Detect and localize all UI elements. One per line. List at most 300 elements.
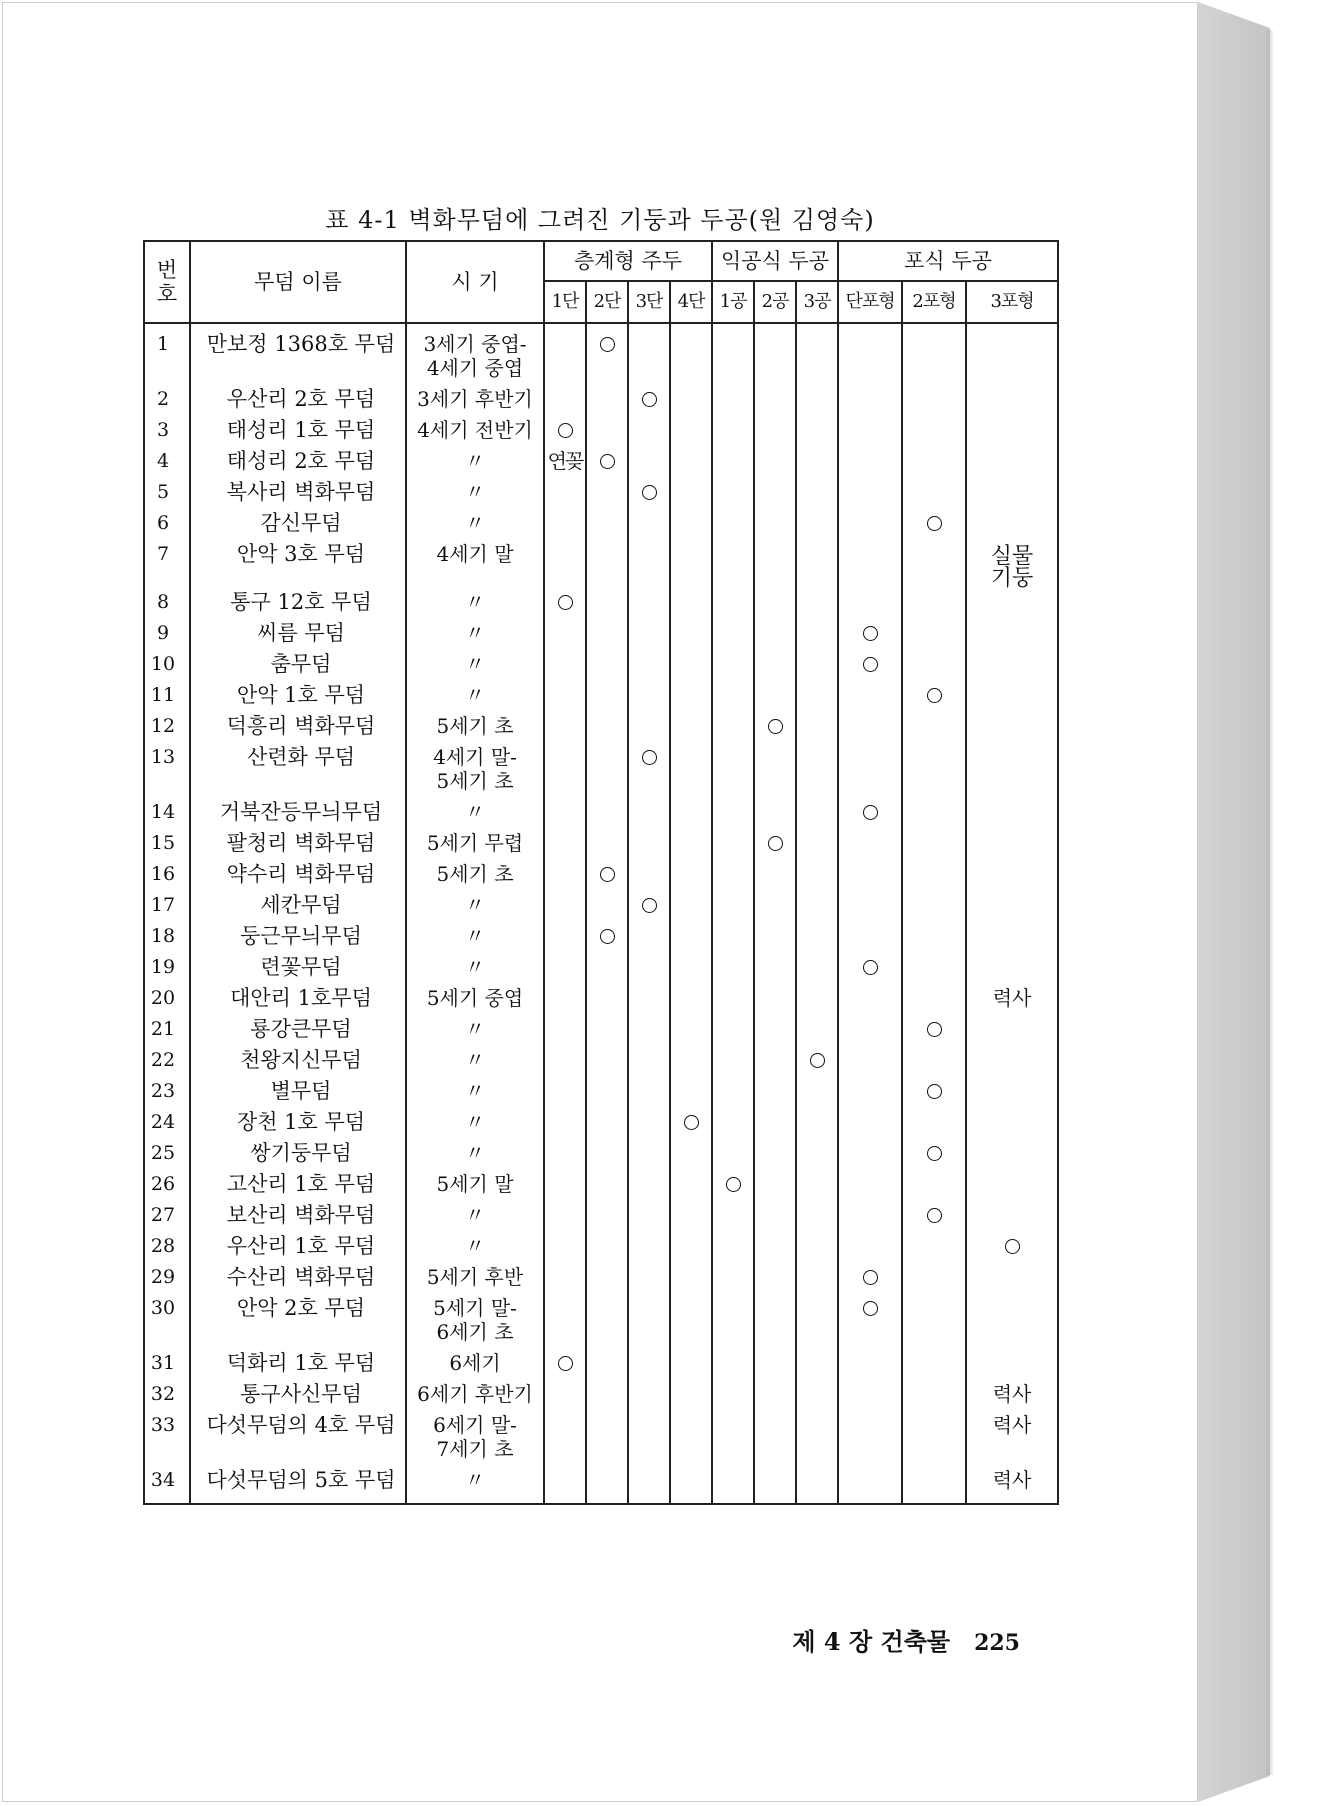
mark-cell bbox=[796, 1017, 838, 1048]
mark-cell bbox=[670, 621, 712, 652]
mark-cell bbox=[712, 893, 754, 924]
table-row bbox=[144, 652, 1058, 683]
mark-cell bbox=[754, 1234, 796, 1265]
table-row bbox=[144, 1017, 1058, 1048]
row-number: 25 bbox=[144, 1141, 190, 1172]
mark-cell bbox=[628, 924, 670, 955]
mark-cell bbox=[544, 893, 586, 924]
mark-cell bbox=[754, 1351, 796, 1382]
mark-cell bbox=[796, 418, 838, 449]
table-row bbox=[144, 745, 1058, 800]
tomb-name: 다섯무덤의 5호 무덤 bbox=[190, 1468, 406, 1504]
row-number: 14 bbox=[144, 800, 190, 831]
mark-cell bbox=[670, 323, 712, 387]
mark-cell bbox=[628, 800, 670, 831]
mark-cell bbox=[712, 1351, 754, 1382]
tomb-name: 덕화리 1호 무덤 bbox=[190, 1351, 406, 1382]
tomb-name: 련꽃무덤 bbox=[190, 955, 406, 986]
mark-cell bbox=[902, 831, 966, 862]
mark-cell bbox=[796, 1468, 838, 1504]
mark-cell bbox=[838, 986, 902, 1017]
mark-cell bbox=[670, 1296, 712, 1351]
mark-cell bbox=[966, 1017, 1058, 1048]
circle-mark-icon bbox=[927, 516, 942, 531]
table-row bbox=[144, 1110, 1058, 1141]
mark-cell bbox=[544, 1110, 586, 1141]
row-number: 26 bbox=[144, 1172, 190, 1203]
mark-cell bbox=[902, 480, 966, 511]
mark-cell bbox=[586, 745, 628, 800]
tomb-name: 태성리 2호 무덤 bbox=[190, 449, 406, 480]
mark-cell bbox=[902, 1265, 966, 1296]
row-number: 29 bbox=[144, 1265, 190, 1296]
mark-cell bbox=[838, 1079, 902, 1110]
mark-cell bbox=[796, 387, 838, 418]
mark-cell bbox=[544, 652, 586, 683]
tomb-name: 천왕지신무덤 bbox=[190, 1048, 406, 1079]
table-row bbox=[144, 418, 1058, 449]
row-number: 24 bbox=[144, 1110, 190, 1141]
header-group-poshik: 포식 두공 bbox=[838, 241, 1058, 281]
page-edge bbox=[1198, 2, 1270, 1802]
tomb-period: 3세기 후반기 bbox=[406, 387, 544, 418]
mark-cell bbox=[712, 323, 754, 387]
mark-cell bbox=[586, 955, 628, 986]
tomb-period: 5세기 말- 6세기 초 bbox=[406, 1296, 544, 1351]
mark-cell bbox=[628, 1017, 670, 1048]
subheader-cell: 1공 bbox=[712, 281, 754, 323]
mark-cell bbox=[796, 1413, 838, 1468]
mark-cell bbox=[754, 1265, 796, 1296]
header-name: 무덤 이름 bbox=[190, 241, 406, 323]
tomb-name: 거북잔등무늬무덤 bbox=[190, 800, 406, 831]
mark-cell bbox=[838, 323, 902, 387]
table-row bbox=[144, 323, 1058, 387]
mark-cell bbox=[754, 590, 796, 621]
tomb-period: 〃 bbox=[406, 1048, 544, 1079]
tomb-name: 우산리 2호 무덤 bbox=[190, 387, 406, 418]
mark-cell bbox=[902, 1079, 966, 1110]
header-group-capital: 층계형 주두 bbox=[544, 241, 712, 281]
mark-cell bbox=[628, 387, 670, 418]
mark-cell bbox=[838, 1048, 902, 1079]
mark-cell bbox=[902, 1110, 966, 1141]
mark-cell bbox=[670, 924, 712, 955]
cell-note: 력사 bbox=[992, 1413, 1032, 1437]
circle-mark-icon bbox=[600, 867, 615, 882]
mark-cell bbox=[754, 714, 796, 745]
mark-cell bbox=[544, 714, 586, 745]
table-row bbox=[144, 1203, 1058, 1234]
mark-cell bbox=[670, 1048, 712, 1079]
mark-cell bbox=[544, 418, 586, 449]
mark-cell bbox=[586, 1413, 628, 1468]
mark-cell bbox=[754, 1468, 796, 1504]
table-row bbox=[144, 924, 1058, 955]
mark-cell bbox=[966, 1234, 1058, 1265]
mark-cell bbox=[586, 924, 628, 955]
circle-mark-icon bbox=[642, 485, 657, 500]
mark-cell bbox=[586, 1265, 628, 1296]
mark-cell bbox=[712, 511, 754, 542]
row-number: 12 bbox=[144, 714, 190, 745]
mark-cell bbox=[838, 955, 902, 986]
tomb-name: 세칸무덤 bbox=[190, 893, 406, 924]
mark-cell bbox=[796, 511, 838, 542]
row-number: 6 bbox=[144, 511, 190, 542]
mark-cell bbox=[838, 542, 902, 590]
mark-cell bbox=[966, 1079, 1058, 1110]
mark-cell bbox=[670, 714, 712, 745]
subheader-cell: 3공 bbox=[796, 281, 838, 323]
tomb-name: 대안리 1호무덤 bbox=[190, 986, 406, 1017]
circle-mark-icon bbox=[863, 805, 878, 820]
subheader-cell: 2포형 bbox=[902, 281, 966, 323]
mark-cell bbox=[544, 1468, 586, 1504]
mark-cell bbox=[796, 831, 838, 862]
tomb-period: 〃 bbox=[406, 1017, 544, 1048]
tomb-name: 약수리 벽화무덤 bbox=[190, 862, 406, 893]
tomb-period: 5세기 초 bbox=[406, 714, 544, 745]
tomb-period: 5세기 무렵 bbox=[406, 831, 544, 862]
mark-cell bbox=[628, 1172, 670, 1203]
mark-cell bbox=[966, 1110, 1058, 1141]
mark-cell bbox=[796, 1265, 838, 1296]
mark-cell bbox=[544, 745, 586, 800]
mark-cell bbox=[712, 1079, 754, 1110]
circle-mark-icon bbox=[642, 898, 657, 913]
mark-cell bbox=[544, 542, 586, 590]
mark-cell bbox=[796, 590, 838, 621]
mark-cell bbox=[670, 449, 712, 480]
cell-note: 력사 bbox=[992, 986, 1032, 1010]
mark-cell bbox=[712, 590, 754, 621]
mark-cell bbox=[754, 831, 796, 862]
table-row bbox=[144, 986, 1058, 1017]
mark-cell bbox=[712, 542, 754, 590]
mark-cell bbox=[966, 1265, 1058, 1296]
mark-cell bbox=[796, 745, 838, 800]
mark-cell bbox=[966, 1141, 1058, 1172]
mark-cell bbox=[966, 1413, 1058, 1468]
mark-cell bbox=[754, 387, 796, 418]
row-number: 28 bbox=[144, 1234, 190, 1265]
row-number: 16 bbox=[144, 862, 190, 893]
table-row bbox=[144, 1234, 1058, 1265]
mark-cell bbox=[544, 862, 586, 893]
mark-cell bbox=[838, 1234, 902, 1265]
row-number: 34 bbox=[144, 1468, 190, 1504]
row-number: 30 bbox=[144, 1296, 190, 1351]
mark-cell bbox=[754, 1141, 796, 1172]
mark-cell bbox=[838, 590, 902, 621]
mark-cell bbox=[712, 1203, 754, 1234]
tomb-period: 6세기 bbox=[406, 1351, 544, 1382]
mark-cell bbox=[544, 449, 586, 480]
mark-cell bbox=[586, 511, 628, 542]
mark-cell bbox=[838, 1203, 902, 1234]
mark-cell bbox=[670, 800, 712, 831]
chapter-label: 제 4 장 건축물 bbox=[792, 1627, 951, 1656]
mark-cell bbox=[796, 1110, 838, 1141]
mark-cell bbox=[628, 449, 670, 480]
tomb-period: 〃 bbox=[406, 924, 544, 955]
mark-cell bbox=[902, 542, 966, 590]
row-number: 7 bbox=[144, 542, 190, 590]
mark-cell bbox=[902, 323, 966, 387]
row-number: 18 bbox=[144, 924, 190, 955]
mark-cell bbox=[902, 1296, 966, 1351]
table-row bbox=[144, 590, 1058, 621]
mark-cell bbox=[586, 1382, 628, 1413]
circle-mark-icon bbox=[863, 657, 878, 672]
mark-cell bbox=[838, 831, 902, 862]
tomb-name: 통구사신무덤 bbox=[190, 1382, 406, 1413]
circle-mark-icon bbox=[600, 454, 615, 469]
mark-cell bbox=[796, 1048, 838, 1079]
mark-cell bbox=[754, 745, 796, 800]
mark-cell bbox=[628, 986, 670, 1017]
circle-mark-icon bbox=[863, 960, 878, 975]
mark-cell bbox=[544, 1203, 586, 1234]
mark-cell bbox=[586, 1141, 628, 1172]
mark-cell bbox=[712, 683, 754, 714]
circle-mark-icon bbox=[642, 750, 657, 765]
mark-cell bbox=[754, 955, 796, 986]
table-row bbox=[144, 1468, 1058, 1504]
mark-cell bbox=[628, 511, 670, 542]
tomb-name: 안악 3호 무덤 bbox=[190, 542, 406, 590]
header-group-ikgong: 익공식 두공 bbox=[712, 241, 838, 281]
mark-cell bbox=[838, 511, 902, 542]
circle-mark-icon bbox=[927, 1146, 942, 1161]
table-row bbox=[144, 511, 1058, 542]
mark-cell bbox=[966, 652, 1058, 683]
mark-cell bbox=[628, 1141, 670, 1172]
mark-cell bbox=[544, 1079, 586, 1110]
mark-cell bbox=[628, 542, 670, 590]
tomb-period: 5세기 후반 bbox=[406, 1265, 544, 1296]
mark-cell bbox=[712, 418, 754, 449]
row-number: 15 bbox=[144, 831, 190, 862]
mark-cell bbox=[838, 893, 902, 924]
mark-cell bbox=[670, 1079, 712, 1110]
mark-cell bbox=[586, 1110, 628, 1141]
row-number: 11 bbox=[144, 683, 190, 714]
mark-cell bbox=[796, 480, 838, 511]
row-number: 33 bbox=[144, 1413, 190, 1468]
mark-cell bbox=[628, 683, 670, 714]
row-number: 10 bbox=[144, 652, 190, 683]
mark-cell bbox=[670, 1203, 712, 1234]
tomb-period: 〃 bbox=[406, 893, 544, 924]
tomb-name: 춤무덤 bbox=[190, 652, 406, 683]
mark-cell bbox=[838, 1265, 902, 1296]
mark-cell bbox=[902, 714, 966, 745]
tomb-period: 〃 bbox=[406, 1468, 544, 1504]
mark-cell bbox=[628, 1110, 670, 1141]
mark-cell bbox=[838, 480, 902, 511]
table-row bbox=[144, 862, 1058, 893]
mark-cell bbox=[754, 418, 796, 449]
circle-mark-icon bbox=[927, 688, 942, 703]
tomb-name: 감신무덤 bbox=[190, 511, 406, 542]
mark-cell bbox=[712, 1234, 754, 1265]
mark-cell bbox=[670, 683, 712, 714]
mark-cell bbox=[796, 1382, 838, 1413]
mark-cell bbox=[754, 1017, 796, 1048]
mark-cell bbox=[628, 1265, 670, 1296]
mark-cell bbox=[902, 621, 966, 652]
mark-cell bbox=[544, 924, 586, 955]
mark-cell bbox=[796, 621, 838, 652]
circle-mark-icon bbox=[927, 1084, 942, 1099]
mark-cell bbox=[712, 1172, 754, 1203]
row-number: 23 bbox=[144, 1079, 190, 1110]
mark-cell bbox=[586, 986, 628, 1017]
subheader-cell: 단포형 bbox=[838, 281, 902, 323]
tomb-name: 고산리 1호 무덤 bbox=[190, 1172, 406, 1203]
mark-cell bbox=[796, 1079, 838, 1110]
mark-cell bbox=[628, 1351, 670, 1382]
circle-mark-icon bbox=[558, 595, 573, 610]
tomb-name: 씨름 무덤 bbox=[190, 621, 406, 652]
mark-cell bbox=[754, 1079, 796, 1110]
tomb-name: 안악 2호 무덤 bbox=[190, 1296, 406, 1351]
mark-cell bbox=[838, 1382, 902, 1413]
tomb-period: 5세기 중엽 bbox=[406, 986, 544, 1017]
mark-cell bbox=[838, 387, 902, 418]
mark-cell bbox=[754, 1048, 796, 1079]
tomb-period: 〃 bbox=[406, 1203, 544, 1234]
mark-cell bbox=[966, 387, 1058, 418]
page-number: 225 bbox=[974, 1630, 1020, 1656]
circle-mark-icon bbox=[726, 1177, 741, 1192]
table-row bbox=[144, 1079, 1058, 1110]
table-row bbox=[144, 1048, 1058, 1079]
mark-cell bbox=[628, 1079, 670, 1110]
mark-cell bbox=[838, 449, 902, 480]
mark-cell bbox=[902, 590, 966, 621]
mark-cell bbox=[966, 621, 1058, 652]
mark-cell bbox=[712, 1382, 754, 1413]
mark-cell bbox=[902, 418, 966, 449]
mark-cell bbox=[712, 480, 754, 511]
table-row bbox=[144, 449, 1058, 480]
mark-cell bbox=[754, 1296, 796, 1351]
mark-cell bbox=[712, 1017, 754, 1048]
row-number: 20 bbox=[144, 986, 190, 1017]
cell-note: 력사 bbox=[992, 1468, 1032, 1492]
table-row bbox=[144, 542, 1058, 590]
table-row bbox=[144, 1413, 1058, 1468]
mark-cell bbox=[628, 1296, 670, 1351]
row-number: 32 bbox=[144, 1382, 190, 1413]
mark-cell bbox=[544, 621, 586, 652]
tomb-period: 4세기 전반기 bbox=[406, 418, 544, 449]
mark-cell bbox=[754, 893, 796, 924]
mark-cell bbox=[586, 1172, 628, 1203]
mark-cell bbox=[902, 1351, 966, 1382]
mark-cell bbox=[902, 1203, 966, 1234]
mark-cell bbox=[712, 1265, 754, 1296]
mark-cell bbox=[712, 714, 754, 745]
table-row bbox=[144, 714, 1058, 745]
mark-cell bbox=[966, 323, 1058, 387]
tomb-period: 〃 bbox=[406, 1234, 544, 1265]
mark-cell bbox=[670, 542, 712, 590]
tomb-name: 태성리 1호 무덤 bbox=[190, 418, 406, 449]
mark-cell bbox=[586, 621, 628, 652]
row-number: 17 bbox=[144, 893, 190, 924]
mark-cell bbox=[586, 831, 628, 862]
mark-cell bbox=[902, 449, 966, 480]
mark-cell bbox=[628, 714, 670, 745]
mark-cell bbox=[586, 800, 628, 831]
mark-cell bbox=[838, 862, 902, 893]
mark-cell bbox=[628, 480, 670, 511]
mark-cell bbox=[838, 1017, 902, 1048]
mark-cell bbox=[586, 652, 628, 683]
circle-mark-icon bbox=[1005, 1239, 1020, 1254]
circle-mark-icon bbox=[768, 836, 783, 851]
mark-cell bbox=[966, 418, 1058, 449]
table-row bbox=[144, 387, 1058, 418]
table-row bbox=[144, 1382, 1058, 1413]
mark-cell bbox=[966, 1048, 1058, 1079]
mark-cell bbox=[754, 511, 796, 542]
mark-cell bbox=[838, 800, 902, 831]
circle-mark-icon bbox=[558, 1356, 573, 1371]
mark-cell bbox=[586, 1048, 628, 1079]
mark-cell bbox=[712, 1110, 754, 1141]
tomb-period: 5세기 초 bbox=[406, 862, 544, 893]
mark-cell bbox=[544, 511, 586, 542]
mark-cell bbox=[902, 1141, 966, 1172]
tomb-name: 룡강큰무덤 bbox=[190, 1017, 406, 1048]
mark-cell bbox=[586, 893, 628, 924]
mark-cell bbox=[966, 590, 1058, 621]
mark-cell bbox=[670, 1468, 712, 1504]
mark-cell bbox=[902, 800, 966, 831]
mark-cell bbox=[754, 621, 796, 652]
mark-cell bbox=[628, 893, 670, 924]
mark-cell bbox=[902, 1468, 966, 1504]
tomb-period: 4세기 말 bbox=[406, 542, 544, 590]
mark-cell bbox=[966, 986, 1058, 1017]
mark-cell bbox=[838, 924, 902, 955]
mark-cell bbox=[670, 511, 712, 542]
mark-cell bbox=[712, 1468, 754, 1504]
mark-cell bbox=[628, 831, 670, 862]
mark-cell bbox=[670, 745, 712, 800]
mark-cell bbox=[712, 1141, 754, 1172]
row-number: 2 bbox=[144, 387, 190, 418]
mark-cell bbox=[544, 1413, 586, 1468]
tomb-period: 6세기 말- 7세기 초 bbox=[406, 1413, 544, 1468]
mark-cell bbox=[796, 1141, 838, 1172]
mark-cell bbox=[712, 1296, 754, 1351]
mark-cell bbox=[902, 511, 966, 542]
mark-cell bbox=[966, 924, 1058, 955]
mark-cell bbox=[838, 1141, 902, 1172]
tomb-period: 4세기 말- 5세기 초 bbox=[406, 745, 544, 800]
mark-cell bbox=[712, 986, 754, 1017]
circle-mark-icon bbox=[600, 929, 615, 944]
row-number: 13 bbox=[144, 745, 190, 800]
mark-cell bbox=[628, 1234, 670, 1265]
mark-cell bbox=[796, 323, 838, 387]
